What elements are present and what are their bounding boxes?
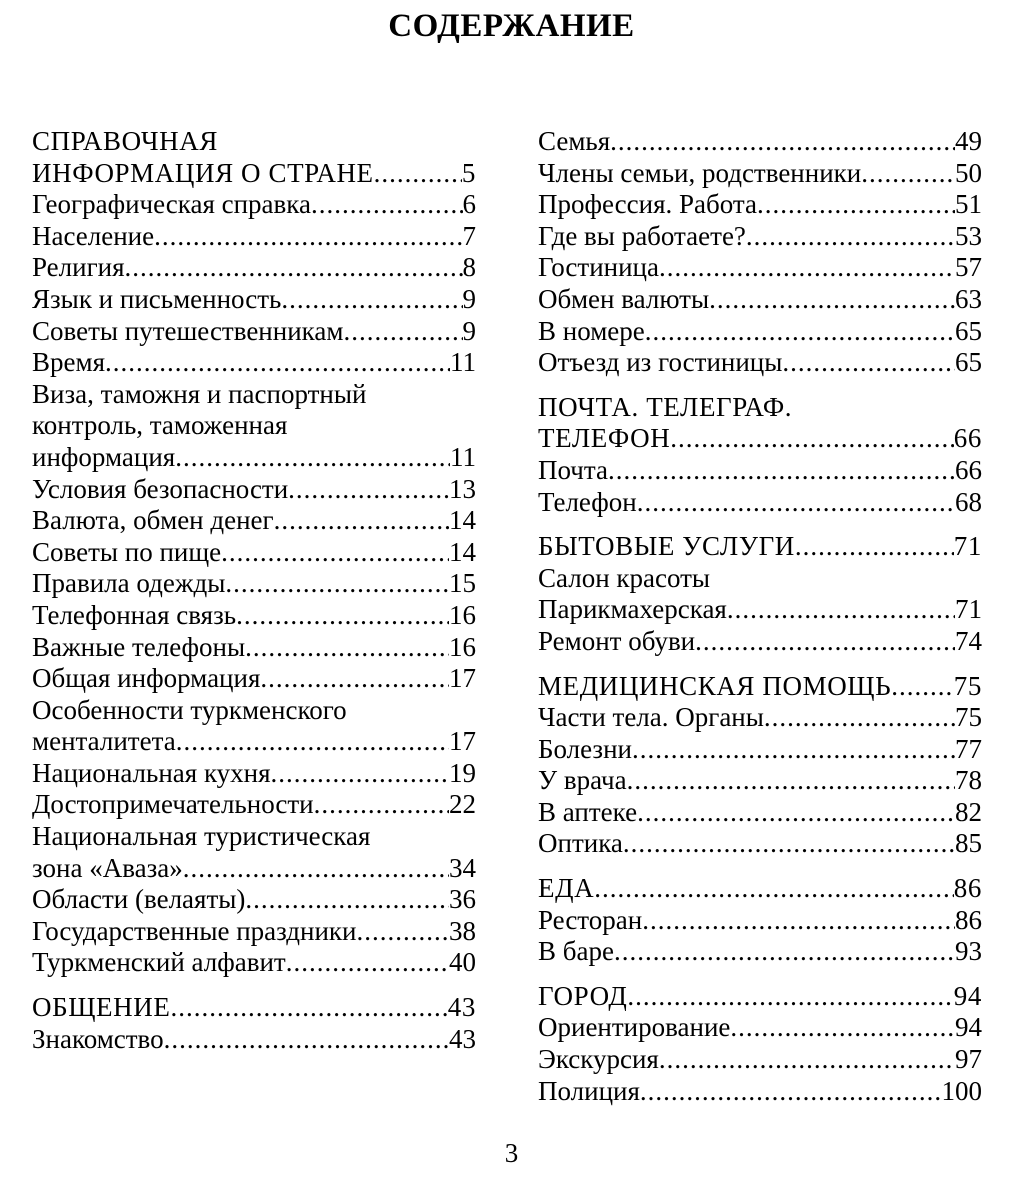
toc-entry-title: Семья bbox=[538, 126, 611, 156]
toc-entry-title: Телефонная связь bbox=[32, 599, 237, 630]
toc-leader-dots bbox=[730, 1012, 955, 1044]
toc-entry[interactable] bbox=[32, 600, 476, 632]
toc-leader-dots bbox=[357, 916, 449, 948]
toc-entry-country-info[interactable] bbox=[32, 158, 476, 190]
toc-leader-dots bbox=[640, 1076, 942, 1108]
toc-entry-title: Отъезд из гостиницы bbox=[538, 347, 783, 378]
toc-section-heading-entry[interactable] bbox=[538, 981, 982, 1013]
toc-entry[interactable] bbox=[538, 455, 982, 487]
toc-entry-page: 43 bbox=[447, 992, 476, 1023]
toc-entry-page: 14 bbox=[449, 536, 476, 567]
toc-leader-dots bbox=[154, 221, 462, 253]
toc-entry[interactable] bbox=[32, 884, 476, 916]
toc-entry-page: 8 bbox=[462, 252, 476, 283]
toc-entry[interactable] bbox=[32, 316, 476, 348]
toc-entry-page: 49 bbox=[955, 126, 982, 156]
toc-entry[interactable] bbox=[538, 734, 982, 766]
toc-entry-title: Советы по пище bbox=[32, 536, 222, 567]
toc-entry[interactable] bbox=[538, 252, 982, 284]
toc-entry-title: У врача bbox=[538, 765, 627, 796]
toc-entry[interactable] bbox=[32, 916, 476, 948]
toc-entry-title: информация bbox=[32, 441, 176, 472]
toc-section-post bbox=[538, 392, 982, 518]
toc-entry[interactable] bbox=[32, 1024, 476, 1056]
toc-entry-title: Советы путешественникам bbox=[32, 315, 344, 346]
toc-leader-dots bbox=[627, 981, 953, 1013]
toc-entry[interactable] bbox=[538, 626, 982, 658]
toc-entry-title-line: Салон красоты bbox=[538, 562, 711, 593]
toc-entry-page: 6 bbox=[462, 189, 476, 220]
toc-entry-title: ИНФОРМАЦИЯ О СТРАНЕ bbox=[32, 157, 374, 188]
toc-right-column bbox=[538, 126, 982, 1107]
toc-entry-title-line: Национальная туристическая bbox=[32, 821, 371, 852]
toc-entry-title: Парикмахерская bbox=[538, 594, 727, 625]
toc-leader-dots bbox=[125, 252, 463, 284]
toc-entry-page: 17 bbox=[449, 663, 476, 694]
toc-entry-page: 22 bbox=[449, 789, 476, 820]
toc-entry-page: 9 bbox=[462, 315, 476, 346]
toc-entry-title: Религия bbox=[32, 252, 125, 283]
toc-entry-page: 63 bbox=[955, 283, 982, 314]
toc-entry-page: 86 bbox=[955, 904, 982, 935]
toc-entry-page: 13 bbox=[449, 473, 476, 504]
toc-entry-page: 100 bbox=[941, 1075, 982, 1106]
toc-entry-title: МЕДИЦИНСКАЯ ПОМОЩЬ bbox=[538, 670, 892, 701]
toc-leader-dots bbox=[183, 853, 449, 885]
toc-leader-dots bbox=[314, 789, 449, 821]
toc-entry-page: 85 bbox=[955, 828, 982, 859]
toc-entry[interactable] bbox=[32, 284, 476, 316]
toc-entry-page: 74 bbox=[955, 625, 982, 656]
toc-leader-dots bbox=[637, 797, 955, 829]
toc-entry-title-line: Виза, таможня и паспортный bbox=[32, 378, 367, 409]
toc-entry-title: Общая информация bbox=[32, 663, 261, 694]
toc-entry-page: 19 bbox=[449, 757, 476, 788]
toc-entry[interactable] bbox=[32, 758, 476, 790]
toc-entry-title: Ориентирование bbox=[538, 1012, 731, 1043]
toc-entry-page: 66 bbox=[953, 423, 982, 454]
toc-entry-title: Профессия. Работа bbox=[538, 189, 757, 220]
toc-entry[interactable] bbox=[538, 797, 982, 829]
toc-leader-dots bbox=[176, 726, 449, 758]
toc-entry-title: Где вы работаете? bbox=[538, 220, 746, 251]
toc-entry-title: Обмен валюты bbox=[538, 283, 710, 314]
toc-entry-title: Время bbox=[32, 347, 105, 378]
toc-entry-page: 50 bbox=[955, 157, 982, 188]
toc-entry-title: В аптеке bbox=[538, 796, 638, 827]
toc-entry-title: ГОРОД bbox=[538, 980, 628, 1011]
toc-entry-page: 16 bbox=[449, 599, 476, 630]
toc-entry-page: 71 bbox=[955, 594, 982, 625]
toc-leader-dots bbox=[221, 537, 449, 569]
toc-entry-page: 7 bbox=[462, 220, 476, 251]
toc-leader-dots bbox=[594, 873, 954, 905]
toc-leader-dots bbox=[659, 252, 955, 284]
toc-entry-title: ТЕЛЕФОН bbox=[538, 423, 671, 454]
toc-entry-title: менталитета bbox=[32, 726, 176, 757]
toc-leader-dots bbox=[608, 455, 955, 487]
toc-section-services bbox=[538, 531, 982, 657]
toc-entry-title: ЕДА bbox=[538, 873, 595, 904]
toc-entry[interactable] bbox=[538, 316, 982, 348]
toc-leader-dots bbox=[632, 734, 955, 766]
toc-entry[interactable] bbox=[32, 663, 476, 695]
toc-entry-title: Достопримечательности bbox=[32, 789, 314, 820]
toc-leader-dots bbox=[105, 347, 450, 379]
toc-entry-title: Правила одежды bbox=[32, 568, 226, 599]
toc-leader-dots bbox=[642, 905, 955, 937]
toc-section-country-info bbox=[32, 126, 476, 979]
toc-entry-page: 5 bbox=[461, 157, 476, 188]
toc-leader-dots bbox=[164, 1024, 449, 1056]
toc-leader-dots bbox=[782, 347, 955, 379]
toc-leader-dots bbox=[746, 221, 955, 253]
toc-entry[interactable] bbox=[538, 1012, 982, 1044]
toc-leader-dots bbox=[861, 158, 955, 190]
toc-leader-dots bbox=[288, 474, 449, 506]
toc-entry-page: 9 bbox=[462, 283, 476, 314]
toc-entry-page: 94 bbox=[955, 1012, 982, 1043]
toc-entry-page: 53 bbox=[955, 220, 982, 251]
toc-leader-dots bbox=[236, 600, 449, 632]
toc-entry[interactable] bbox=[32, 221, 476, 253]
toc-leader-dots bbox=[659, 1044, 955, 1076]
toc-entry-page: 93 bbox=[955, 936, 982, 967]
toc-leader-dots bbox=[623, 828, 955, 860]
toc-leader-dots bbox=[311, 189, 463, 221]
toc-entry-title: Географическая справка bbox=[32, 189, 311, 220]
toc-entry[interactable] bbox=[538, 284, 982, 316]
toc-leader-dots bbox=[891, 671, 954, 703]
toc-entry-title: ОБЩЕНИЕ bbox=[32, 992, 171, 1023]
toc-entry-avaza[interactable] bbox=[32, 853, 476, 885]
toc-entry-page: 86 bbox=[953, 873, 982, 904]
toc-section-heading-entry[interactable] bbox=[538, 423, 982, 455]
toc-entry[interactable] bbox=[32, 632, 476, 664]
toc-entry[interactable] bbox=[32, 474, 476, 506]
toc-leader-dots bbox=[175, 442, 450, 474]
toc-entry[interactable] bbox=[538, 1076, 982, 1108]
toc-entry-page: 40 bbox=[449, 947, 476, 978]
toc-entry-page: 75 bbox=[953, 670, 982, 701]
toc-entry-page: 38 bbox=[449, 915, 476, 946]
toc-entry-page: 15 bbox=[449, 568, 476, 599]
toc-entry-page: 17 bbox=[449, 726, 476, 757]
toc-section-heading: СПРАВОЧНАЯ bbox=[32, 126, 218, 156]
toc-entry[interactable] bbox=[32, 947, 476, 979]
toc-entry[interactable] bbox=[538, 221, 982, 253]
toc-leader-dots bbox=[343, 316, 462, 348]
toc-entry-title: В баре bbox=[538, 936, 614, 967]
toc-leader-dots bbox=[374, 158, 462, 190]
toc-section-heading: ПОЧТА. ТЕЛЕГРАФ. bbox=[538, 391, 793, 422]
toc-entry-title: БЫТОВЫЕ УСЛУГИ bbox=[538, 531, 795, 562]
toc-entry[interactable] bbox=[538, 189, 982, 221]
toc-leader-dots bbox=[281, 284, 462, 316]
toc-entry-title: В номере bbox=[538, 315, 645, 346]
toc-section-heading-entry[interactable] bbox=[538, 671, 982, 703]
toc-entry-visa[interactable] bbox=[32, 442, 476, 474]
page-title: СОДЕРЖАНИЕ bbox=[388, 8, 635, 44]
toc-entry-page: 94 bbox=[953, 980, 982, 1011]
toc-entry-title: Экскурсия bbox=[538, 1044, 659, 1075]
toc-entry-mentality[interactable] bbox=[32, 726, 476, 758]
toc-entry-page: 11 bbox=[450, 347, 476, 378]
toc-leader-dots bbox=[637, 487, 955, 519]
toc-entry-page: 75 bbox=[955, 702, 982, 733]
toc-entry-title: Ремонт обуви bbox=[538, 625, 696, 656]
toc-entry-title: Полиция bbox=[538, 1075, 640, 1106]
toc-entry-page: 68 bbox=[955, 486, 982, 517]
toc-entry-page: 11 bbox=[450, 441, 476, 472]
toc-leader-dots bbox=[260, 663, 449, 695]
toc-leader-dots bbox=[709, 284, 955, 316]
toc-entry[interactable] bbox=[538, 1044, 982, 1076]
toc-entry-title-line: Особенности туркменского bbox=[32, 694, 347, 725]
toc-entry-title: Знакомство bbox=[32, 1023, 164, 1054]
toc-entry[interactable] bbox=[32, 789, 476, 821]
toc-entry-title: Оптика bbox=[538, 828, 623, 859]
toc-entry[interactable] bbox=[538, 936, 982, 968]
toc-entry-page: 71 bbox=[953, 531, 982, 562]
toc-entry-title: Болезни bbox=[538, 733, 632, 764]
toc-leader-dots bbox=[271, 758, 449, 790]
toc-entry[interactable] bbox=[538, 487, 982, 519]
toc-leader-dots bbox=[610, 126, 955, 158]
toc-leader-dots bbox=[727, 594, 955, 626]
toc-leader-dots bbox=[286, 947, 449, 979]
toc-entry-title-line: контроль, таможенная bbox=[32, 410, 288, 441]
toc-section-heading-entry[interactable] bbox=[538, 873, 982, 905]
toc-section-continued bbox=[538, 126, 982, 379]
toc-left-column bbox=[32, 126, 476, 1055]
toc-entry-title: Телефон bbox=[538, 486, 637, 517]
toc-leader-dots bbox=[670, 423, 954, 455]
page-number: 3 bbox=[504, 1138, 519, 1168]
toc-entry-title: Почта bbox=[538, 454, 608, 485]
toc-section-medical bbox=[538, 671, 982, 861]
toc-entry-page: 78 bbox=[955, 765, 982, 796]
toc-section-city bbox=[538, 981, 982, 1107]
toc-entry[interactable] bbox=[32, 252, 476, 284]
toc-entry-title: Ресторан bbox=[538, 904, 643, 935]
toc-entry-page: 65 bbox=[955, 315, 982, 346]
toc-entry-title: Язык и письменность bbox=[32, 283, 282, 314]
toc-entry-page: 14 bbox=[449, 505, 476, 536]
toc-entry-page: 97 bbox=[955, 1044, 982, 1075]
toc-entry-page: 57 bbox=[955, 252, 982, 283]
toc-entry[interactable] bbox=[32, 568, 476, 600]
toc-leader-dots bbox=[757, 189, 955, 221]
toc-entry-title: Валюта, обмен денег bbox=[32, 505, 274, 536]
toc-section-communication bbox=[32, 992, 476, 1055]
toc-entry[interactable] bbox=[538, 765, 982, 797]
toc-entry[interactable] bbox=[32, 347, 476, 379]
toc-entry-title: Части тела. Органы bbox=[538, 702, 764, 733]
toc-entry-page: 65 bbox=[955, 347, 982, 378]
toc-entry-page: 16 bbox=[449, 631, 476, 662]
toc-entry-page: 77 bbox=[955, 733, 982, 764]
toc-section-heading-entry[interactable] bbox=[538, 531, 982, 563]
toc-entry-title: Государственные праздники bbox=[32, 915, 357, 946]
toc-entry[interactable] bbox=[538, 828, 982, 860]
toc-entry[interactable] bbox=[538, 905, 982, 937]
toc-leader-dots bbox=[614, 936, 955, 968]
toc-entry-title: Гостиница bbox=[538, 252, 659, 283]
toc-entry-page: 82 bbox=[955, 796, 982, 827]
toc-entry-title: Условия безопасности bbox=[32, 473, 289, 504]
toc-entry-title: Члены семьи, родственники bbox=[538, 157, 862, 188]
toc-entry[interactable] bbox=[538, 347, 982, 379]
toc-entry-page: 51 bbox=[955, 189, 982, 220]
toc-leader-dots bbox=[764, 702, 955, 734]
toc-leader-dots bbox=[795, 531, 954, 563]
toc-entry[interactable] bbox=[538, 126, 982, 158]
toc-leader-dots bbox=[645, 316, 955, 348]
toc-leader-dots bbox=[225, 568, 449, 600]
toc-leader-dots bbox=[245, 884, 449, 916]
toc-entry-title: зона «Аваза» bbox=[32, 852, 183, 883]
toc-entry-page: 43 bbox=[449, 1023, 476, 1054]
toc-entry-title: Население bbox=[32, 220, 155, 251]
toc-entry-title: Туркменский алфавит bbox=[32, 947, 286, 978]
toc-entry[interactable] bbox=[538, 158, 982, 190]
toc-leader-dots bbox=[245, 632, 449, 664]
toc-entry-salon[interactable] bbox=[538, 594, 982, 626]
toc-entry-page: 34 bbox=[449, 852, 476, 883]
toc-entry-page: 36 bbox=[449, 884, 476, 915]
toc-entry[interactable] bbox=[32, 189, 476, 221]
toc-entry[interactable] bbox=[32, 505, 476, 537]
toc-section-food bbox=[538, 873, 982, 968]
toc-leader-dots bbox=[274, 505, 449, 537]
toc-entry[interactable] bbox=[32, 537, 476, 569]
toc-entry-title: Области (велаяты) bbox=[32, 884, 246, 915]
toc-section-heading-entry[interactable] bbox=[32, 992, 476, 1024]
toc-leader-dots bbox=[695, 626, 955, 658]
toc-leader-dots bbox=[627, 765, 955, 797]
toc-entry-title: Национальная кухня bbox=[32, 757, 271, 788]
toc-entry-title: Важные телефоны bbox=[32, 631, 246, 662]
toc-entry-page: 66 bbox=[955, 454, 982, 485]
toc-entry[interactable] bbox=[538, 702, 982, 734]
toc-leader-dots bbox=[170, 992, 447, 1024]
